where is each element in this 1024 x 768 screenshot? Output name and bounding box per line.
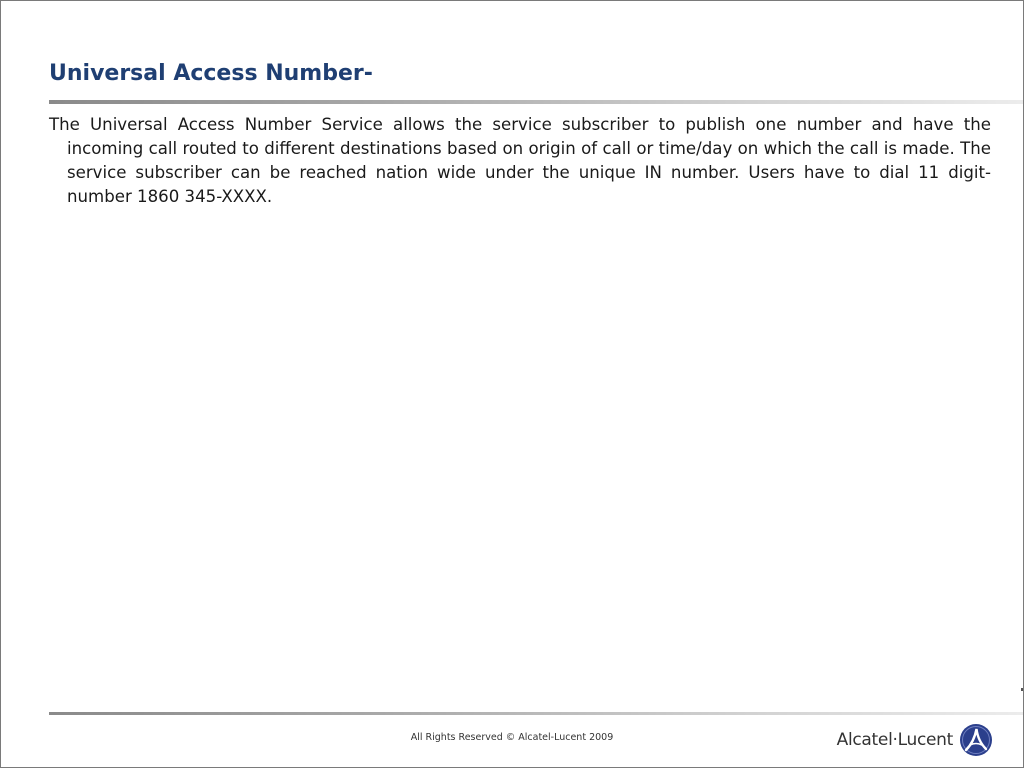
edge-mark <box>1021 688 1023 691</box>
footer-divider <box>49 712 1023 715</box>
body-paragraph: The Universal Access Number Service allows the service subscriber to publish one number and have the incoming call routed to different destinations based on origin of call or time/day on which the call is made. The service subscriber can be reached nation wide under the unique IN number. Users have to dial 11 digit-number 1860 345-XXXX. <box>49 115 991 206</box>
alcatel-lucent-swirl-icon <box>959 723 993 757</box>
company-logo <box>837 723 993 757</box>
title-divider <box>49 100 1023 104</box>
footer-copyright: All Rights Reserved © Alcatel-Lucent 2009 <box>410 732 614 743</box>
slide-title: Universal Access Number- <box>49 61 373 86</box>
logo-wordmark: Alcatel·Lucent <box>836 730 953 750</box>
